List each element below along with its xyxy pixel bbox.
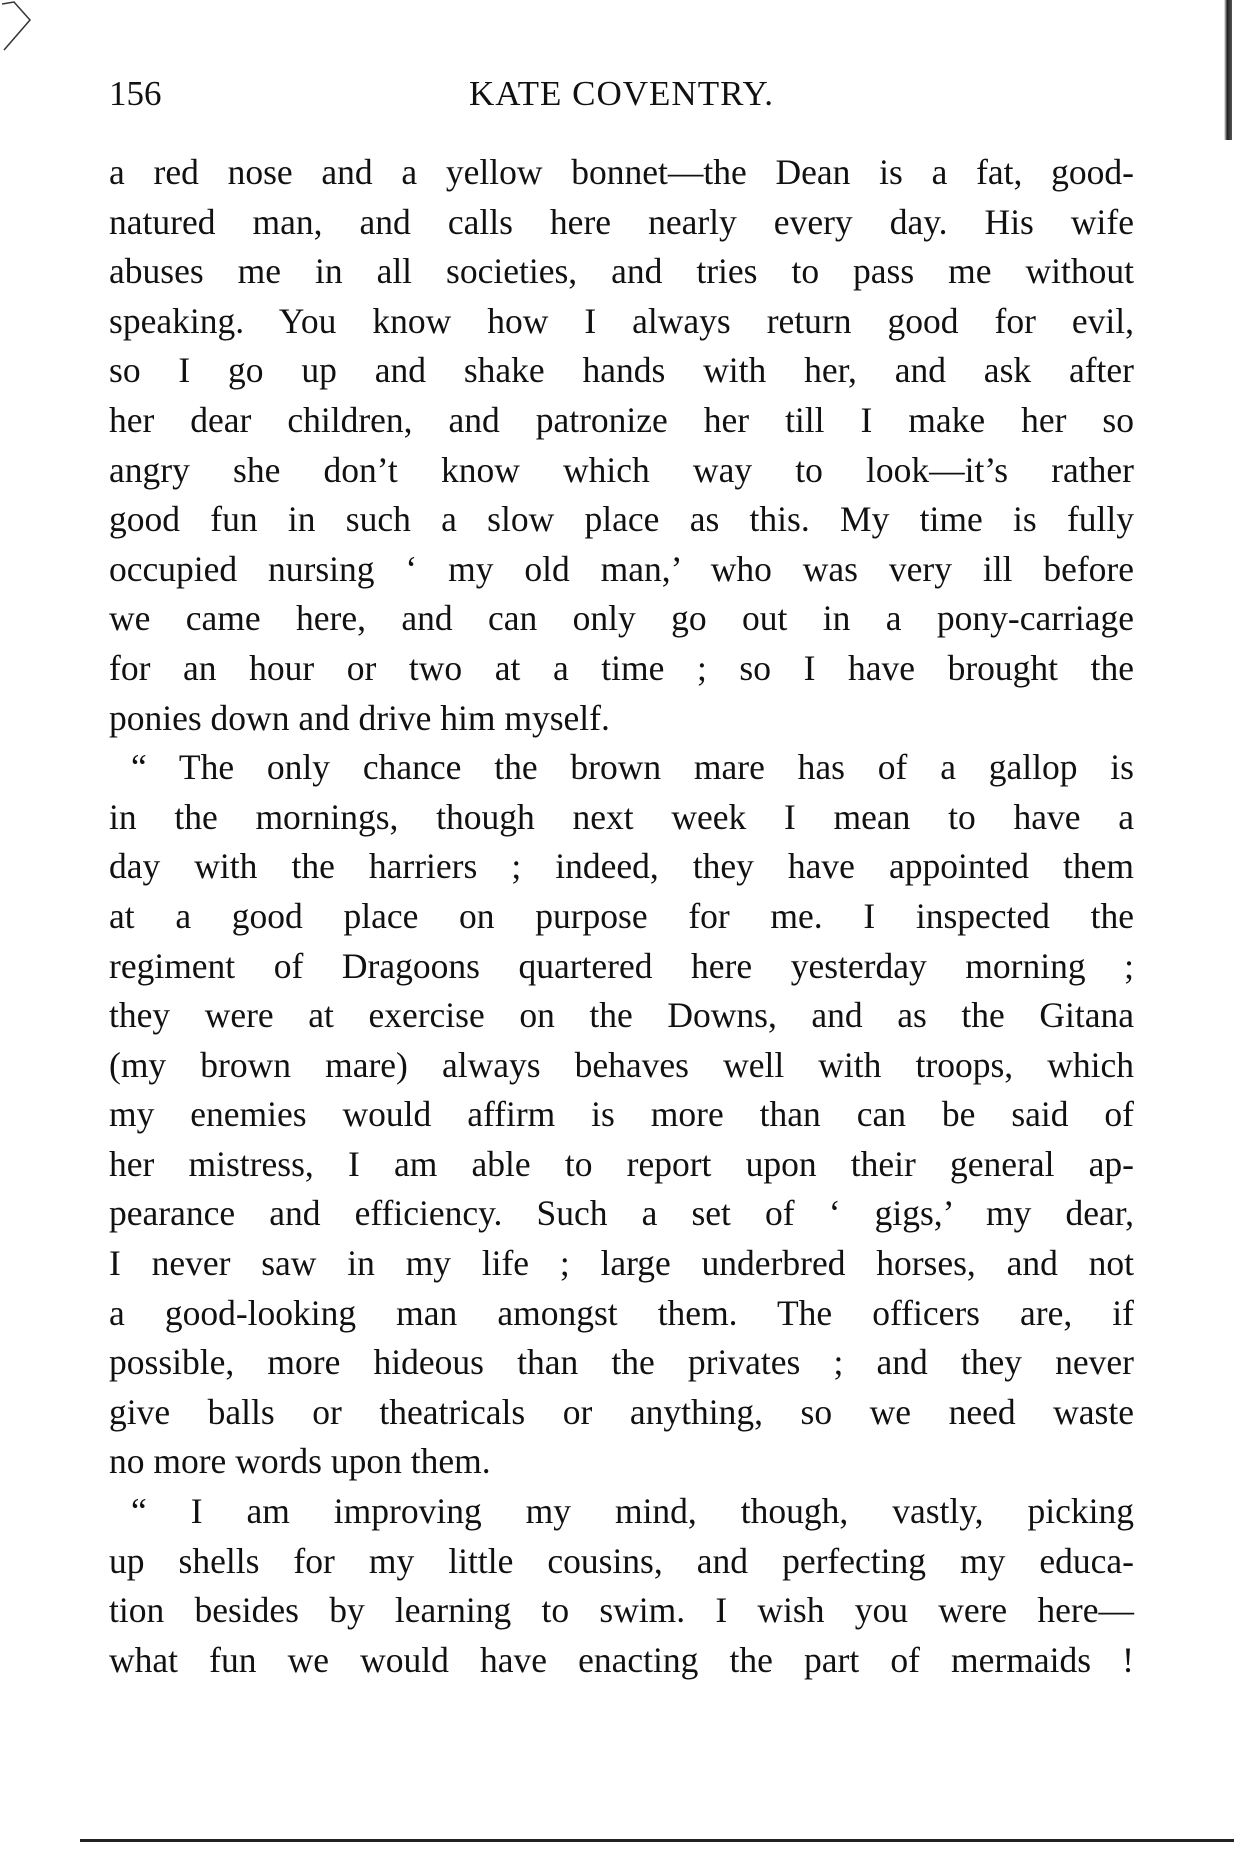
text-line: “ The only chance the brown mare has of a gallop is bbox=[131, 747, 1134, 788]
text-line: a good-looking man amongst them. The officers are, if bbox=[109, 1292, 1134, 1333]
text-line: at a good place on purpose for me. I inspected the bbox=[109, 895, 1134, 936]
page-edge-shadow bbox=[1224, 0, 1232, 140]
text-line: natured man, and calls here nearly every day. His wife bbox=[109, 201, 1134, 242]
text-line: good fun in such a slow place as this. My time is fully bbox=[109, 499, 1134, 540]
running-header bbox=[109, 74, 1134, 124]
text-line: ponies down and drive him myself. bbox=[109, 697, 610, 738]
text-line: regiment of Dragoons quartered here yesterday morning ; bbox=[109, 945, 1134, 986]
page-number: 156 bbox=[109, 74, 162, 113]
text-line: her dear children, and patronize her till I make her so bbox=[109, 399, 1134, 440]
text-line: my enemies would affirm is more than can be said of bbox=[109, 1094, 1134, 1135]
text-line: up shells for my little cousins, and perfecting my educa- bbox=[109, 1540, 1134, 1581]
text-line: what fun we would have enacting the part of mermaids ! bbox=[109, 1639, 1134, 1680]
text-line: day with the harriers ; indeed, they have appointed them bbox=[109, 846, 1134, 887]
text-line: give balls or theatricals or anything, so we need waste bbox=[109, 1391, 1134, 1432]
text-line: her mistress, I am able to report upon their general ap- bbox=[109, 1143, 1134, 1184]
text-line: “ I am improving my mind, though, vastly, picking bbox=[131, 1491, 1134, 1532]
text-line: I never saw in my life ; large underbred horses, and not bbox=[109, 1243, 1134, 1284]
text-line: they were at exercise on the Downs, and as the Gitana bbox=[109, 995, 1134, 1036]
page-bottom-edge bbox=[80, 1839, 1234, 1842]
text-line: occupied nursing ‘ my old man,’ who was very ill before bbox=[109, 548, 1134, 589]
text-line: abuses me in all societies, and tries to pass me without bbox=[109, 251, 1134, 292]
text-line: a red nose and a yellow bonnet—the Dean is a fat, good- bbox=[109, 152, 1134, 192]
text-line: possible, more hideous than the privates ; and they never bbox=[109, 1342, 1134, 1383]
text-line: speaking. You know how I always return good for evil, bbox=[109, 300, 1134, 341]
text-line: we came here, and can only go out in a pony-carriage bbox=[109, 598, 1134, 639]
text-line: no more words upon them. bbox=[109, 1441, 491, 1482]
page-corner-fold bbox=[0, 0, 40, 60]
text-line: so I go up and shake hands with her, and ask after bbox=[109, 350, 1134, 391]
running-title: KATE COVENTRY. bbox=[468, 74, 775, 113]
text-line: for an hour or two at a time ; so I have brought the bbox=[109, 647, 1134, 688]
text-line: angry she don’t know which way to look—it’s rather bbox=[109, 449, 1134, 490]
page-body-text bbox=[109, 148, 1134, 1685]
text-line: (my brown mare) always behaves well with troops, which bbox=[109, 1044, 1134, 1085]
text-line: in the mornings, though next week I mean to have a bbox=[109, 796, 1134, 837]
text-line: tion besides by learning to swim. I wish you were here— bbox=[109, 1590, 1134, 1631]
text-line: pearance and efficiency. Such a set of ‘ gigs,’ my dear, bbox=[109, 1193, 1134, 1234]
